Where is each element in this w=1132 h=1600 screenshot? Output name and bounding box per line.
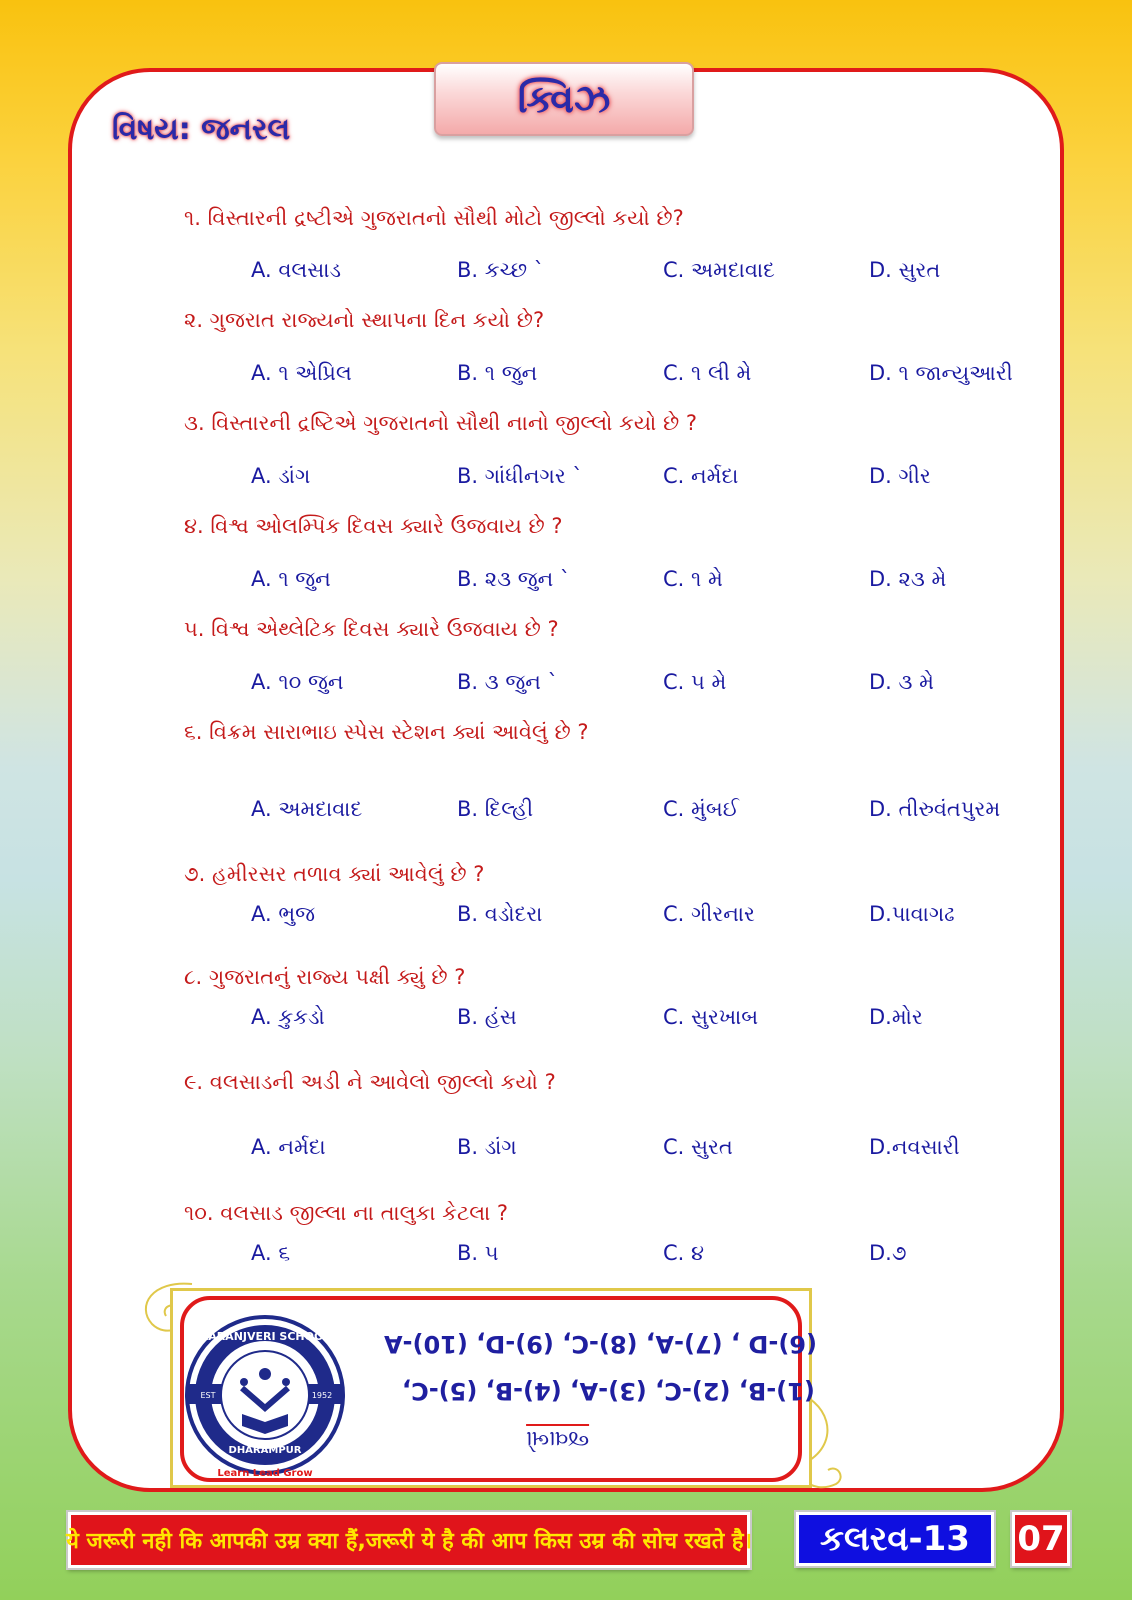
option-c: C. અમદાવાદ	[663, 258, 775, 282]
option-a: A. ૬	[251, 1241, 291, 1265]
option-c: C. ૪	[663, 1241, 705, 1265]
footer-quote	[68, 1512, 750, 1568]
option-c: C. સુરખાબ	[663, 1005, 759, 1029]
page-number	[1012, 1512, 1070, 1566]
title-tab	[434, 62, 694, 136]
option-b: B. ડાંગ	[457, 1135, 517, 1159]
option-c: C. ૧ લી મે	[663, 361, 752, 385]
logo-tagline: Learn Lead Grow	[217, 1468, 313, 1479]
option-c: C. મુંબઈ	[663, 797, 739, 821]
option-b: B. હંસ	[457, 1005, 517, 1029]
question-8: ૮. ગુજરાતનું રાજ્ય પક્ષી ક્યું છે ?	[184, 965, 466, 989]
option-d: D. ૨૩ મે	[869, 567, 947, 591]
option-a: A. કુકડો	[251, 1005, 325, 1029]
question-9: ૯. વલસાડની અડી ને આવેલો જીલ્લો કયો ?	[184, 1070, 556, 1094]
option-b: B. ૧ જુન	[457, 361, 538, 385]
question-10: ૧૦. વલસાડ જીલ્લા ના તાલુકા કેટલા ?	[184, 1201, 509, 1225]
option-a: A. ભુજ	[251, 902, 316, 926]
option-d: D. ગીર	[869, 464, 931, 488]
option-d: D. ૧ જાન્યુઆરી	[869, 361, 1013, 385]
option-a: A. અમદાવાદ	[251, 797, 363, 821]
option-b: B. ગાંધીનગર `	[457, 464, 583, 488]
quote-text: ये जरूरी नही कि आपकी उम्र क्या हैं,जरूरी ये है की आप किस उम्र की सोच रखते है।	[66, 1529, 752, 1554]
option-b: B. ૫	[457, 1241, 499, 1265]
question-5: ૫. વિશ્વ એથ્લેટિક દિવસ ક્યારે ઉજવાય છે ?	[184, 617, 559, 641]
option-a: A. ડાંગ	[251, 464, 311, 488]
option-d: D. ૩ મે	[869, 670, 935, 694]
option-d: D.પાવાગઢ	[869, 902, 955, 926]
option-a: A. ૧૦ જુન	[251, 670, 344, 694]
option-d: D.નવસારી	[869, 1135, 960, 1159]
page-number-text: 07	[1017, 1519, 1065, 1559]
logo-year: 1952	[311, 1391, 333, 1400]
question-2: ૨. ગુજરાત રાજ્યનો સ્થાપના દિન કયો છે?	[184, 308, 545, 332]
option-a: A. ૧ એપ્રિલ	[251, 361, 352, 385]
option-b: B. ૩ જુન `	[457, 670, 559, 694]
answer-line-2: (6)-D , (7)-A, (8)-C, (9)-D, (10)-A	[384, 1330, 817, 1358]
option-d: D. સુરત	[869, 258, 941, 282]
option-b: B. કચ્છ `	[457, 258, 545, 282]
option-d: D. તીરુવંતપુરમ	[869, 797, 1001, 821]
issue-text: કલરવ-13	[820, 1519, 970, 1559]
logo-est: EST	[200, 1391, 216, 1400]
option-c: C. ગીરનાર	[663, 902, 755, 926]
answer-line-1: (1)-B, (2)-C, (3)-A, (4)-B, (5)-C,	[402, 1377, 815, 1405]
option-c: C. નર્મદા	[663, 464, 739, 488]
option-a: A. નર્મદા	[251, 1135, 326, 1159]
option-d: D.મોર	[869, 1005, 923, 1029]
option-c: C. ૧ મે	[663, 567, 723, 591]
issue-badge	[796, 1512, 994, 1566]
option-b: B. ૨૩ જુન `	[457, 567, 571, 591]
question-1: ૧. વિસ્તારની દ્રષ્ટીએ ગુજરાતનો સૌથી મોટો જીલ્લો કયો છે?	[184, 206, 684, 230]
option-c: C. ૫ મે	[663, 670, 727, 694]
option-a: A. વલસાડ	[251, 258, 341, 282]
question-3: ૩. વિસ્તારની દ્રષ્ટિએ ગુજરાતનો સૌથી નાનો જીલ્લો કયો છે ?	[184, 411, 698, 435]
option-d: D.૭	[869, 1241, 907, 1265]
logo-place: DHARAMPUR	[228, 1445, 302, 1456]
page-title: ક્વિઝ	[517, 76, 611, 121]
question-7: ૭. હમીરસર તળાવ ક્યાં આવેલું છે ?	[184, 862, 485, 886]
logo-school-name: KARANJVERI SCHOOL	[199, 1330, 331, 1343]
school-logo	[180, 1310, 350, 1480]
option-c: C. સુરત	[663, 1135, 733, 1159]
question-4: ૪. વિશ્વ ઓલમ્પિક દિવસ ક્યારે ઉજવાય છે ?	[184, 514, 563, 538]
subject-label: વિષય: જનરલ	[112, 112, 291, 147]
option-a: A. ૧ જુન	[251, 567, 331, 591]
answer-heading: જવાબો	[526, 1426, 590, 1451]
question-6: ૬. વિક્રમ સારાભાઇ સ્પેસ સ્ટેશન ક્યાં આવેલું છે ?	[184, 720, 589, 744]
option-b: B. વડોદરા	[457, 902, 543, 926]
option-b: B. દિલ્હી	[457, 797, 534, 821]
